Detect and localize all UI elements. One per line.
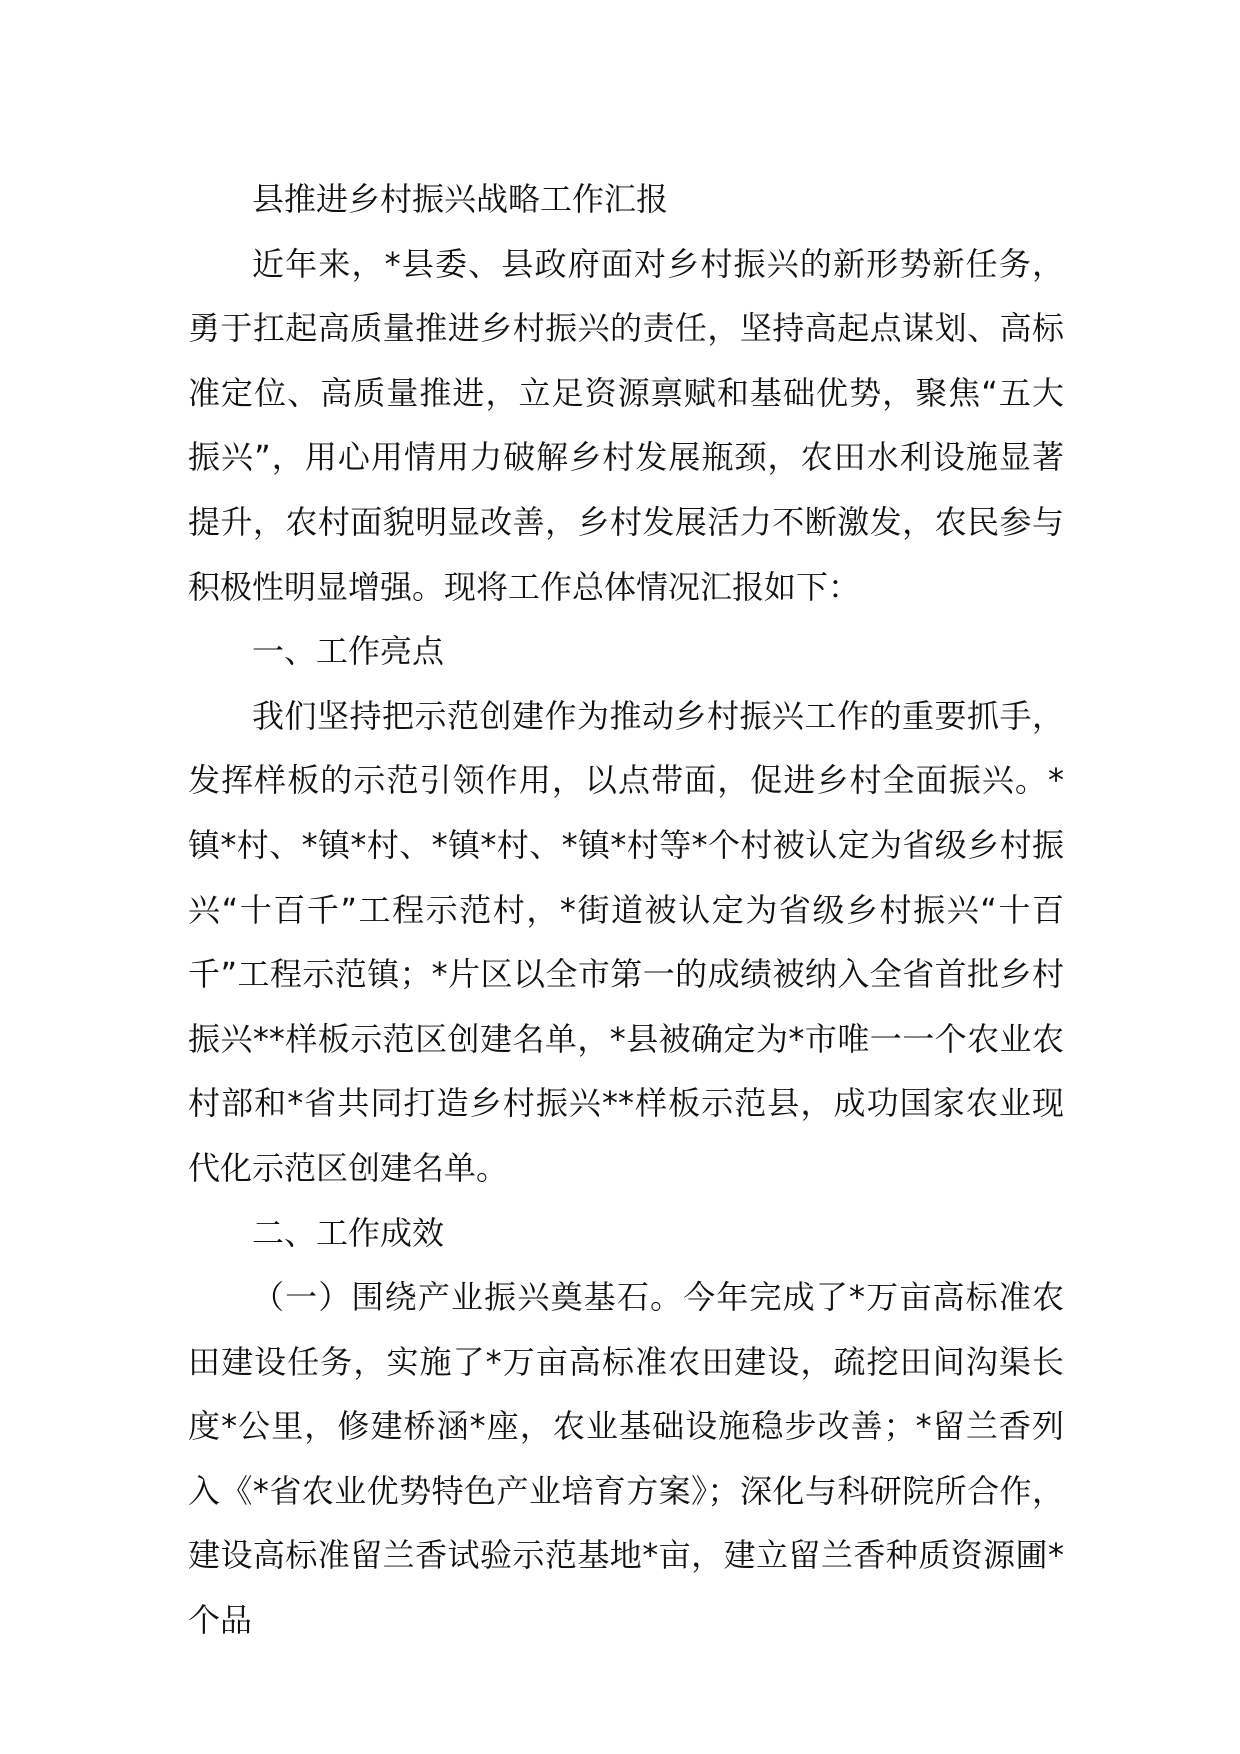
- document-body: [188, 167, 1064, 1653]
- results-paragraph: （一）围绕产业振兴奠基石。今年完成了*万亩高标准农田建设任务，实施了*万亩高标准农田建设，疏挖田间沟渠长度*公里，修建桥涵*座，农业基础设施稳步改善；*留兰香列入《*省农业优势特色产业培育方案》；深化与科研院所合作，建设高标准留兰香试验示范基地*亩，建立留兰香种质资源圃*个品: [188, 1278, 1064, 1640]
- intro-paragraph: 近年来，*县委、县政府面对乡村振兴的新形势新任务，勇于扛起高质量推进乡村振兴的责任，坚持高起点谋划、高标准定位、高质量推进，立足资源禀赋和基础优势，聚焦“五大振兴”，用心用情用力破解乡村发展瓶颈，农田水利设施显著提升，农村面貌明显改善，乡村发展活力不断激发，农民参与积极性明显增强。现将工作总体情况汇报如下：: [188, 244, 1064, 606]
- section-heading-results: 二、工作成效: [252, 1213, 445, 1252]
- document-title: 县推进乡村振兴战略工作汇报: [252, 180, 669, 218]
- section-heading-highlights: 一、工作亮点: [252, 632, 445, 671]
- highlights-paragraph: 我们坚持把示范创建作为推动乡村振兴工作的重要抓手，发挥样板的示范引领作用，以点带面，促进乡村全面振兴。*镇*村、*镇*村、*镇*村、*镇*村等*个村被认定为省级乡村振兴“十百千”工程示范村，*街道被认定为省级乡村振兴“十百千”工程示范镇；*片区以全市第一的成绩被纳入全省首批乡村振兴**样板示范区创建名单，*县被确定为*市唯一一个农业农村部和*省共同打造乡村振兴**样板示范县，成功国家农业现代化示范区创建名单。: [188, 696, 1064, 1187]
